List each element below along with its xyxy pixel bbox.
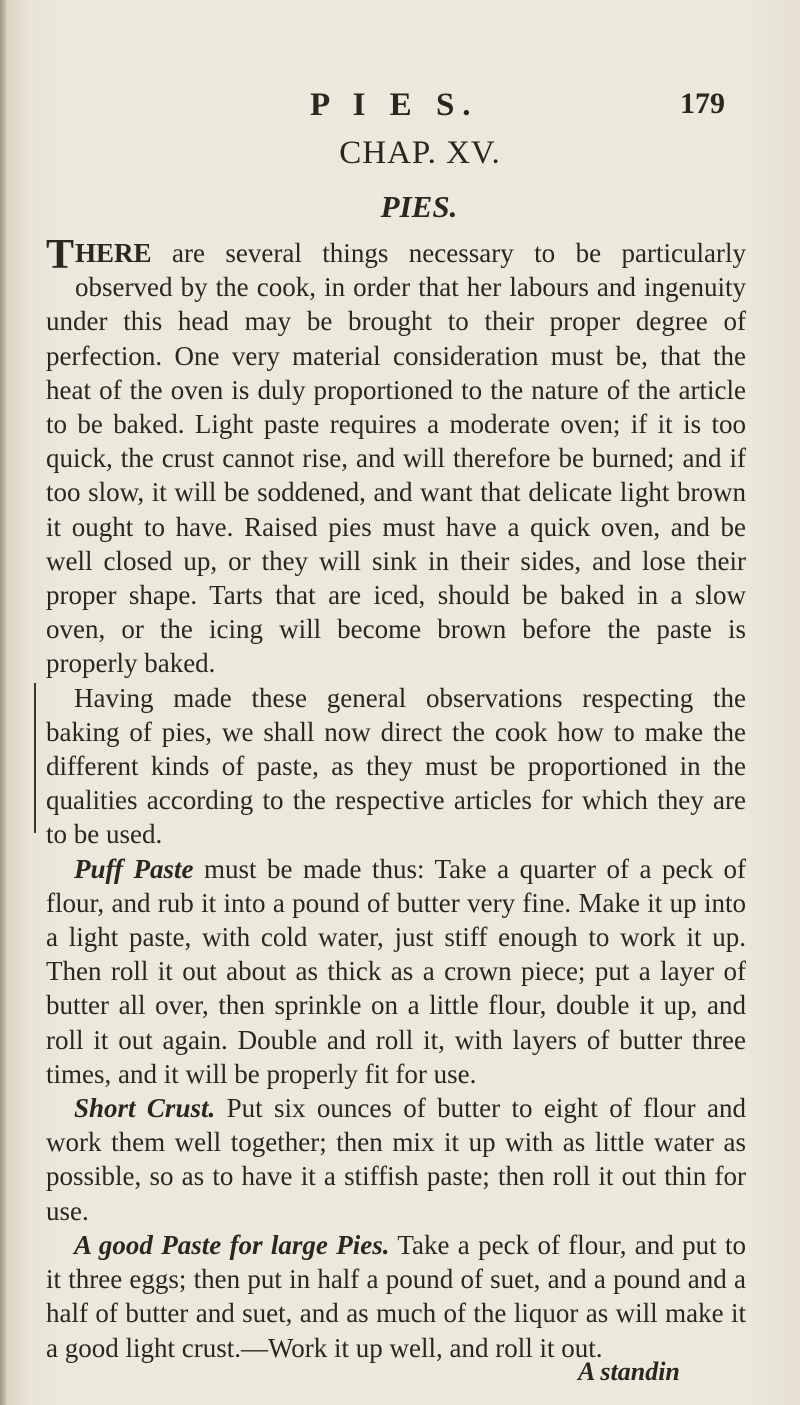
margin-mark (34, 683, 36, 833)
recipe-text-puff-paste: must be made thus: Take a quarter of a peck of flour, and rub it into a pound of butter very fine. Make it up into a light paste, with cold water, just stiff enough to work it up. Then roll it out about as thick as a crown piece; put a layer of butter all over, then sprinkle on a little flour, double it up, and roll it out again. Double and roll it, with layers of butter three times, and it will be properly fit for use. (46, 853, 746, 1089)
running-head (0, 87, 800, 127)
page-number: 179 (680, 87, 725, 120)
body-text (46, 232, 746, 1365)
recipe-title-short-crust: Short Crust. (74, 1093, 216, 1124)
paragraph-puff-paste (46, 852, 746, 1091)
paragraph-intro-text: are several things necessary to be particularly observed by the cook, in order that her labours and ingenuity under this head may be brought to their proper degree of perfection. One very material consideration must be, that the heat of the oven is duly proportioned to the nature of the article to be baked. Light paste requires a moderate oven; if it is too quick, the crust cannot rise, and will therefore be burned; and if too slow, it will be soddened, and want that delicate light brown it ought to have. Raised pies must have a quick oven, and be well closed up, or they will sink in their sides, and lose their proper shape. Tarts that are iced, should be baked in a slow oven, or the icing will become brown before the paste is properly baked. (46, 238, 746, 679)
lead-caps: HERE (75, 238, 152, 268)
recipe-text-short-crust: Put six ounces of butter to eight of flour and work them well together; then mix it up with as little water as possible, so as to have it a stiffish paste; then roll it out thin for use. (46, 1093, 746, 1226)
running-title: P I E S. (310, 87, 479, 123)
recipe-title-puff-paste: Puff Paste (74, 853, 194, 884)
catchword: A standin (578, 1357, 680, 1386)
drop-cap: T (46, 232, 75, 278)
paragraph-large-pies (46, 1228, 746, 1365)
chapter-heading: CHAP. XV. (339, 135, 501, 171)
recipe-text-large-pies: Take a peck of flour, and put to it three eggs; then put in half a pound of suet, and a pound and a half of butter and suet, and as much of the liquor as will make it a good light crust.—Work it up well, and roll it out. (46, 1229, 746, 1363)
paragraph-intro (46, 232, 746, 681)
recipe-title-large-pies: A good Paste for large Pies. (74, 1229, 390, 1260)
paragraph-short-crust (46, 1091, 746, 1228)
paragraph-observations: Having made these general observations respecting the baking of pies, we shall now direct the cook how to make the different kinds of paste, as they must be proportioned in the qualities according to the respective articles for which they are to be used. (46, 682, 746, 850)
chapter-title: PIES. (380, 189, 458, 224)
